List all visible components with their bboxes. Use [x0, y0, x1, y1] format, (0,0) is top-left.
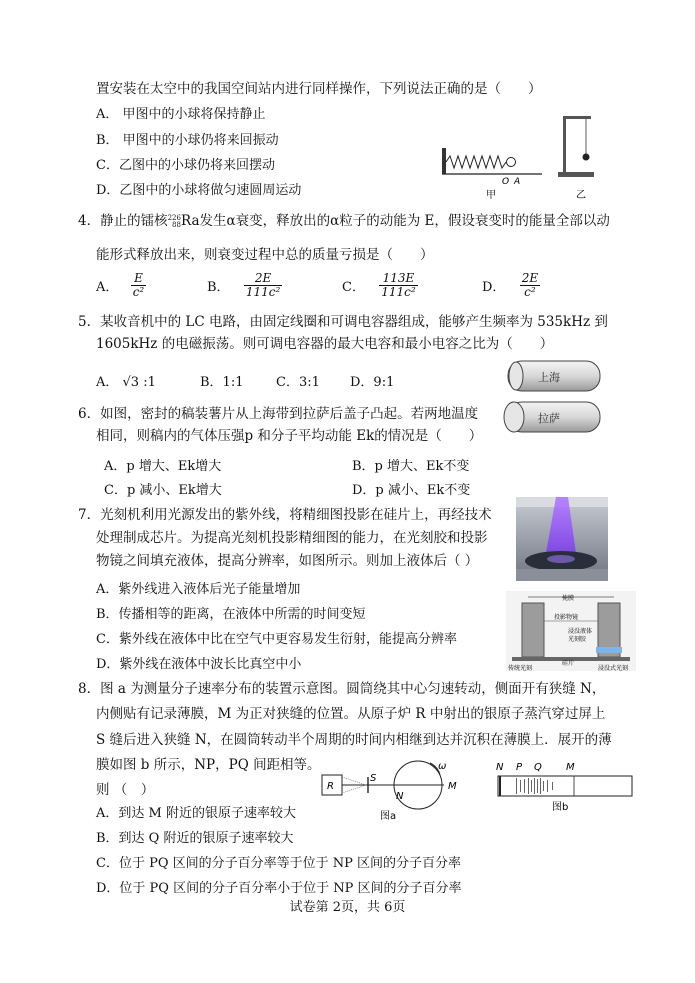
q4-stem-pre: 4．静止的镭核	[78, 213, 168, 229]
q8-stem-line2: 内侧贴有记录薄膜，M 为正对狭缝的位置。从原子炉 R 中射出的银原子蒸汽穿过屏上	[96, 706, 606, 722]
q7-stem-line1: 7．光刻机利用光源发出的紫外线，将精细图投影在硅片上，再经技术	[78, 507, 492, 523]
q4-option-a-frac: $\frac{E}{\text{c²}}$	[132, 271, 145, 299]
q8-film	[498, 776, 632, 796]
q4-mass-number: 226	[167, 214, 181, 222]
q7-liquid	[596, 647, 622, 653]
q6-stem-line1: 6．如图，密封的稿装薯片从上海带到拉萨后盖子凸起。若两地温度	[78, 406, 479, 422]
q8-stem-line3: S 缝后进入狭缝 N，在圆筒转动半个周期的时间内相继到达并沉积在薄膜上．展开的薄	[96, 732, 612, 748]
q7-label-wafer: 硅片	[562, 660, 575, 667]
q8b-label-m: M	[566, 762, 575, 773]
q5-stem-line1: 5．某收音机中的 LC 电路，由固定线圈和可调电容器组成，能够产生频率为 535kHz 到	[78, 314, 608, 330]
q7-option-a: A．紫外线进入液体后光子能量增加	[96, 582, 301, 597]
q7-label-right: 浸没式光刻	[598, 665, 629, 671]
q3-figure	[436, 108, 606, 200]
q4-nuclide-numbers	[168, 215, 181, 229]
q3-spring	[446, 156, 506, 168]
q3-option-d: D．乙图中的小球将做匀速圆周运动	[96, 183, 302, 198]
q8-label-s: S	[370, 773, 377, 784]
q4-option-b-frac: $\frac{2E}{\text{111c²}}$	[245, 271, 281, 299]
q3-label-a: A	[514, 177, 521, 187]
q7-label-liquid2: 光刻胶	[568, 636, 587, 643]
q8-option-a: A．到达 M 附近的银原子速率较大	[96, 806, 296, 821]
q3-wall	[442, 148, 446, 174]
q3-stem-line: 置安装在太空中的我国空间站内进行同样操作，下列说法正确的是（ ）	[96, 81, 542, 97]
q8b-label-p: P	[516, 762, 523, 773]
q6-label-lhasa: 拉萨	[538, 412, 560, 425]
q4-option-c-frac: $\frac{113E}{\text{111c²}}$	[381, 271, 416, 299]
q8-option-d: D．位于 PQ 区间的分子百分率小于位于 NP 区间的分子百分率	[96, 881, 462, 896]
q4-option-c-label: C．	[342, 280, 365, 295]
q4-option-a-label: A．	[96, 280, 119, 295]
q7-stem-line3: 物镜之间填充液体，提高分辨率，如图所示。则加上液体后（ ）	[96, 553, 479, 569]
q6-stem-line2: 相同，则稿内的气体压强p 和分子平均动能 Ek的情况是（ ）	[96, 428, 483, 444]
q8-label-r: R	[327, 781, 334, 792]
page-footer: 试卷第 2页，共 6页	[289, 900, 406, 915]
q4-option-d	[482, 272, 540, 299]
q7-stem-line2: 处理制成芯片。为提高光刻机投影精细图的能力，在光刻胶和投影	[96, 530, 488, 546]
q3-label-yi: 乙	[576, 190, 586, 200]
q4-option-d-frac: $\frac{2E}{\text{c²}}$	[521, 271, 539, 299]
q5-option-a: A． √3 :1	[96, 375, 156, 390]
q4-stem-post: 发生α衰变，释放出的α粒子的动能为 E，假设衰变时的能量全部以动	[199, 213, 610, 229]
q6-lid-shanghai	[509, 362, 523, 390]
q7-photo	[516, 497, 608, 581]
q8-stem-line1: 8．图 a 为测量分子速率分布的装置示意图。圆筒绕其中心匀速转动，侧面开有狭缝 N，	[78, 681, 606, 697]
q7-label-left: 传统光刻	[508, 665, 533, 671]
q4-option-c	[342, 272, 418, 299]
q6-option-d: D．p 减小、Ek不变	[352, 483, 471, 498]
q3-label-jia: 甲	[486, 190, 496, 200]
q3-ball-yi	[583, 154, 590, 161]
q8-stem-line5: 则 （ ）	[96, 782, 155, 798]
q3-ball-jia	[507, 158, 516, 167]
q8b-label-n: N	[496, 762, 504, 773]
q7-label-liquid1: 浸没液体	[568, 628, 593, 635]
q7-column-left	[522, 603, 544, 657]
q4-stem-line1	[78, 212, 610, 230]
q8-caption-a: 图a	[380, 811, 397, 821]
q5-option-c: C．3:1	[276, 375, 320, 390]
q4-nuclide-symbol: Ra	[180, 213, 200, 229]
q8-stem-line4: 膜如图 b 所示，NP，PQ 间距相等。	[96, 757, 321, 773]
q3-stand-arm	[563, 116, 591, 119]
q4-option-d-label: D．	[482, 280, 506, 295]
q7-option-c: C．紫外线在液体中比在空气中更容易发生衍射，能提高分辨率	[96, 632, 457, 647]
q6-label-shanghai: 上海	[538, 371, 560, 384]
q5-option-d: D．9:1	[350, 375, 395, 390]
q5-option-b: B．1:1	[200, 375, 244, 390]
q7-option-b: B．传播相等的距离，在液体中所需的时间变短	[96, 607, 366, 622]
q8-label-m: M	[448, 781, 457, 792]
q8-option-b: B．到达 Q 附近的银原子速率较大	[96, 831, 294, 846]
q4-option-b-label: B．	[207, 280, 230, 295]
q8-figure-a	[318, 757, 488, 821]
q6-option-b: B．p 增大、Ek不变	[352, 459, 470, 474]
q4-option-a	[96, 272, 146, 299]
q7-option-d: D．紫外线在液体中波长比真空中小	[96, 657, 302, 672]
q3-label-o: O	[502, 177, 510, 187]
q3-stand-pole	[563, 116, 566, 173]
q5-stem-line2: 1605kHz 的电磁振荡。则可调电容器的最大电容和最小电容之比为（ ）	[96, 336, 554, 352]
q6-option-c: C．p 减小、Ek增大	[104, 483, 222, 498]
q8-caption-b: 图b	[552, 802, 569, 813]
q7-photo-stage	[516, 569, 608, 581]
q7-wafer-glow	[547, 555, 575, 563]
q3-option-b: B． 甲图中的小球仍将来回振动	[96, 133, 279, 148]
q6-option-a: A．p 增大、Ek增大	[104, 459, 222, 474]
q3-option-c: C．乙图中的小球仍将来回摆动	[96, 158, 275, 173]
q7-label-lens: 投影物镜	[554, 614, 579, 621]
q3-option-a: A． 甲图中的小球将保持静止	[96, 107, 266, 122]
q8-label-n: N	[396, 791, 404, 802]
q8-figure-b	[494, 760, 636, 814]
q6-figure	[502, 358, 606, 436]
q7-schematic	[506, 591, 636, 671]
q8-label-omega: ω	[438, 761, 447, 772]
q8b-label-q: Q	[534, 762, 542, 773]
q6-lid-lhasa	[504, 402, 524, 432]
q4-stem-line2: 能形式释放出来，则衰变过程中总的质量亏损是（ ）	[96, 247, 434, 263]
q7-label-mask: 掩膜	[562, 595, 575, 602]
q8-option-c: C．位于 PQ 区间的分子百分率等于位于 NP 区间的分子百分率	[96, 856, 462, 871]
q4-option-b	[207, 272, 282, 299]
q4-atomic-number: 88	[172, 221, 181, 229]
